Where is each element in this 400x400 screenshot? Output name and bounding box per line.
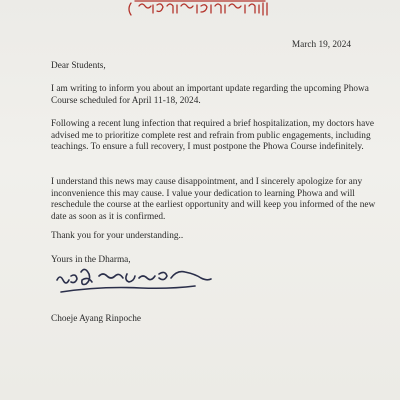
signatory-name: Choeje Ayang Rinpoche	[51, 314, 142, 324]
closing: Yours in the Dharma,	[51, 255, 131, 265]
paragraph-health: Following a recent lung infection that required a brief hospitalization, my doctors have advised me to prioritize complete rest and refrain from public engagements, including teachings. To ensure a full recovery, I must postpone the Phowa Course indefinitely.	[51, 119, 374, 153]
letterhead-script-graphic	[125, 0, 275, 19]
paragraph-thanks: Thank you for your understanding..	[51, 231, 184, 241]
salutation: Dear Students,	[51, 61, 106, 71]
paragraph-apology: I understand this news may cause disappointment, and I sincerely apologize for any inconvenience this may cause. I value your dedication to learning Phowa and will reschedule the course at the earliest opportunity and will keep you informed of the new date as soon as it is confirmed.	[51, 177, 376, 222]
paragraph-intro: I am writing to inform you about an important update regarding the upcoming Phowa Course scheduled for April 11-18, 2024.	[51, 84, 369, 106]
letter-date: March 19, 2024	[291, 40, 351, 50]
tibetan-letterhead	[0, 0, 400, 19]
handwritten-signature	[55, 262, 215, 302]
